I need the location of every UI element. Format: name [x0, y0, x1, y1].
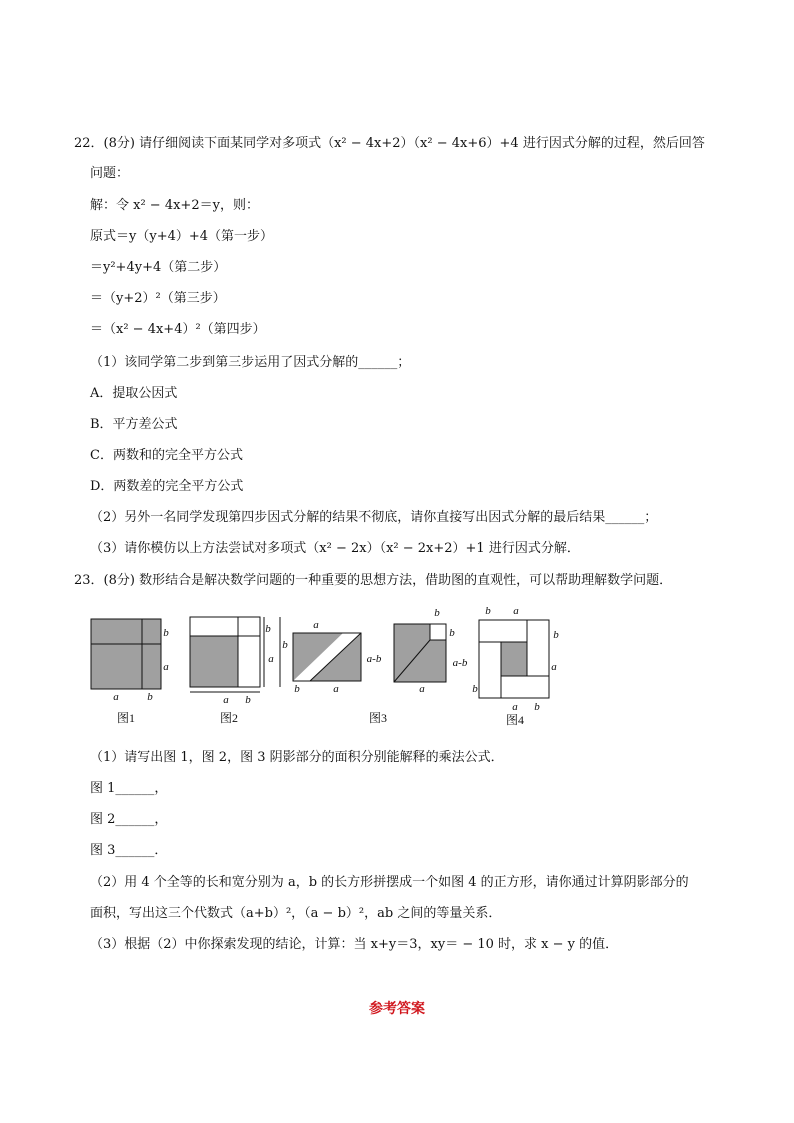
q22-option-a: A．提取公因式: [90, 386, 178, 401]
fig2-label-b: b: [265, 623, 271, 635]
fig3b-label-b-top: b: [434, 607, 440, 619]
q23-sub3: （3）根据（2）中你探索发现的结论，计算：当 x+y＝3，xy＝ − 10 时，求 x − y 的值．: [90, 937, 619, 952]
fig3-label-a-bottom: a: [333, 683, 339, 695]
fig3b-label-a-minus-b: a-b: [452, 657, 468, 669]
fig2-label-b-bottom: b: [245, 694, 251, 706]
fig4-caption: 图4: [505, 713, 525, 727]
fig4-rect-left: [479, 642, 501, 698]
q22-step4: ＝（x² − 4x+4）²（第四步）: [90, 322, 266, 337]
q23-stem: 23．(8分) 数形结合是解决数学问题的一种重要的思想方法，借助图的直观性，可以帮助理解数学问题．: [74, 573, 673, 588]
fig1-label-a-bottom: a: [113, 691, 119, 703]
q23-sub2-line1: （2）用 4 个全等的长和宽分别为 a，b 的长方形拼摆成一个如图 4 的正方形，请你通过计算阴影部分的: [90, 875, 689, 890]
fig2-label-a-bottom: a: [223, 694, 229, 706]
q22-option-c: C．两数和的完全平方公式: [90, 448, 243, 463]
fig4-label-a-top: a: [513, 605, 519, 617]
q22-option-b: B．平方差公式: [90, 417, 178, 432]
fig3-label-a-top: a: [313, 619, 319, 631]
fig1-caption: 图1: [116, 711, 136, 725]
q22-option-d: D．两数差的完全平方公式: [90, 479, 244, 494]
fig1-label-b-right: b: [163, 627, 169, 639]
q23-sub1: （1）请写出图 1，图 2，图 3 阴影部分的面积分别能解释的乘法公式．: [90, 750, 504, 765]
fig3-caption: 图3: [368, 711, 388, 725]
fig4-label-b-left: b: [472, 683, 478, 695]
fig4-rect-top: [479, 620, 527, 642]
q22-step3: ＝（y+2）²（第三步）: [90, 291, 226, 306]
q22-solution-intro: 解：令 x² − 4x+2＝y，则：: [90, 198, 259, 213]
answer-heading: 参考答案: [369, 1001, 425, 1017]
q23-figures: [0, 600, 794, 735]
q22-step1: 原式＝y（y+4）+4（第一步）: [90, 229, 274, 244]
q22-stem-line1: 22．(8分) 请仔细阅读下面某同学对多项式（x² − 4x+2）（x² − 4x+6）+4 进行因式分解的过程，然后回答: [74, 136, 705, 151]
fig4-shaded-center: [501, 642, 527, 676]
fig4-label-b-right: b: [553, 629, 559, 641]
q22-sub1: （1）该同学第二步到第三步运用了因式分解的______；: [90, 355, 411, 370]
fig4-label-a-bottom: a: [512, 701, 518, 713]
fig3b-corner-square: [430, 624, 446, 640]
q23-fig3-blank: 图 3______．: [90, 843, 168, 858]
fig2-label-a: a: [268, 653, 274, 665]
fig3b-label-a-bottom: a: [419, 683, 425, 695]
fig4-label-b-bottom: b: [534, 701, 540, 713]
fig2-caption: 图2: [219, 711, 239, 725]
fig4-rect-bottom: [501, 676, 549, 698]
fig4-rect-right: [527, 620, 549, 676]
fig4-label-b-top: b: [485, 605, 491, 617]
fig3b-label-b-right: b: [449, 627, 455, 639]
fig1-outer-square: [91, 619, 161, 689]
q23-fig2-blank: 图 2______，: [90, 812, 168, 827]
fig2-label-b-outer: b: [282, 639, 288, 651]
q23-sub2-line2: 面积，写出这三个代数式（a+b）²，（a − b）²，ab 之间的等量关系．: [90, 906, 502, 921]
q22-sub3: （3）请你模仿以上方法尝试对多项式（x² − 2x）（x² − 2x+2）+1 进行因式分解．: [90, 541, 580, 556]
q22-step2: ＝y²+4y+4（第二步）: [90, 260, 227, 275]
fig1-label-a-right: a: [163, 661, 169, 673]
fig3-label-b-bottom: b: [294, 683, 300, 695]
fig1-label-b-bottom: b: [147, 691, 153, 703]
q22-sub2: （2）另外一名同学发现第四步因式分解的结果不彻底，请你直接写出因式分解的最后结果______；: [90, 510, 658, 525]
fig3-label-a-minus-b: a-b: [366, 653, 382, 665]
fig2-shaded-square: [190, 636, 238, 687]
q23-fig1-blank: 图 1______，: [90, 781, 168, 796]
q22-stem-line2: 问题：: [90, 166, 130, 181]
fig4-label-a-right: a: [551, 661, 557, 673]
